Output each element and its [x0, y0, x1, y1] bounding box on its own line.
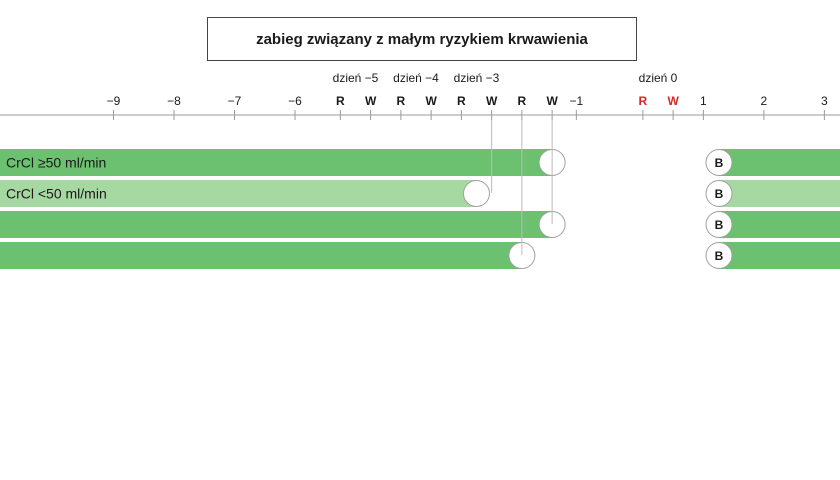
dose-marker-label: W: [485, 94, 498, 108]
dose-marker-label: R: [396, 94, 406, 108]
post-op-bar: [719, 180, 840, 207]
row-label: CrCl <50 ml/min: [6, 185, 107, 202]
dose-marker-label: R: [517, 94, 527, 108]
post-op-bar: [719, 242, 840, 269]
dose-marker-label: R: [457, 94, 466, 108]
day-label: dzień −3: [453, 71, 500, 85]
post-op-bar: [719, 211, 840, 238]
restart-label: B: [714, 187, 724, 201]
day-tick-label: −6: [288, 94, 302, 108]
day-tick-label: 1: [700, 94, 707, 108]
tick-labels: [107, 71, 828, 108]
pre-op-bar: [0, 211, 552, 238]
day-tick-label: 3: [821, 94, 828, 108]
day-label: dzień 0: [638, 71, 678, 85]
day-label: dzień −4: [393, 71, 439, 85]
day-tick-label: −7: [227, 94, 242, 108]
therapy-rows: [0, 120, 840, 269]
day-tick-label: −1: [569, 94, 584, 108]
day-tick-label: −9: [106, 94, 121, 108]
dose-marker-label: R: [336, 94, 345, 108]
day-label: dzień −5: [332, 71, 379, 85]
day-tick-label: 2: [760, 94, 768, 108]
dose-marker-label: W: [425, 94, 437, 108]
row-label: CrCl ≥50 ml/min: [6, 154, 107, 171]
restart-label: B: [714, 156, 724, 170]
last-dose-circle: [464, 181, 490, 207]
dose-marker-label: W: [546, 94, 558, 108]
day-tick-label: −8: [167, 94, 181, 108]
restart-label: B: [714, 249, 724, 263]
post-op-bar: [719, 149, 840, 176]
pre-op-bar: [0, 242, 522, 269]
diagram-title: zabieg związany z małym ryzykiem krwawienia: [207, 17, 637, 61]
dose-marker-label: W: [667, 94, 679, 108]
dose-marker-label: R: [638, 94, 648, 108]
dose-marker-label: W: [364, 94, 377, 108]
restart-label: B: [714, 218, 724, 232]
